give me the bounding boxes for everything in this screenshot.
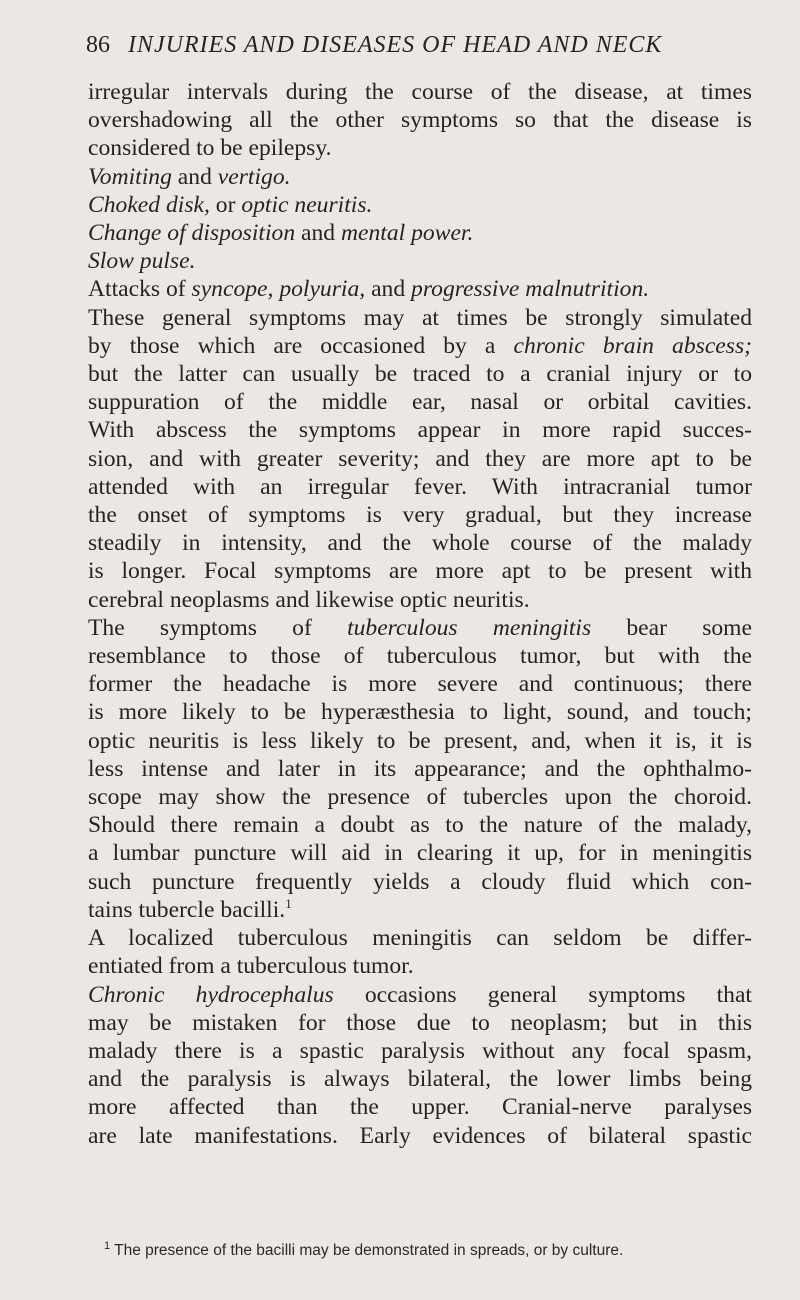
footnote xyxy=(104,1241,744,1261)
text-line: With abscess the symptoms appear in more rapid succes- xyxy=(88,417,752,444)
symptom-term: syncope, polyuria, xyxy=(191,276,366,303)
text-line: more affected than the upper. Cranial-nerve paralyses xyxy=(88,1094,752,1121)
footnote-reference[interactable]: 1 xyxy=(285,895,292,911)
running-head xyxy=(86,30,746,60)
text-fragment: occasions general symptoms that xyxy=(333,981,752,1008)
symptom-term: Vomiting xyxy=(88,163,172,190)
text-line: a lumbar puncture will aid in clearing it up, for in meningitis xyxy=(88,840,752,867)
text-line: but the latter can usually be traced to a cranial injury or to xyxy=(88,361,752,388)
symptom-vomiting xyxy=(88,163,752,191)
footnote-text: The presence of the bacilli may be demonstrated in spreads, or by culture. xyxy=(114,1242,624,1259)
text-line: and the paralysis is always bilateral, the lower limbs being xyxy=(88,1066,752,1093)
symptom-term: progressive malnutrition. xyxy=(411,276,650,303)
text-fragment: bear some xyxy=(591,614,753,641)
text-line: attended with an irregular fever. With intracranial tumor xyxy=(88,473,752,500)
text-line: the onset of symptoms is very gradual, but they increase xyxy=(88,502,752,529)
text-line: such puncture frequently yields a cloudy fluid which con- xyxy=(88,868,752,895)
text-line: overshadowing all the other symptoms so that the disease is xyxy=(88,107,752,134)
text-line xyxy=(88,332,752,360)
text-line xyxy=(88,896,752,924)
text-line xyxy=(88,614,752,642)
text-line: optic neuritis is less likely to be present, and, when it is, it is xyxy=(88,727,752,754)
text-line: malady there is a spastic paralysis without any focal spasm, xyxy=(88,1037,752,1064)
text-line xyxy=(88,981,752,1009)
text-line: sion, and with greater severity; and they are more apt to be xyxy=(88,445,752,472)
symptom-term: Choked disk, xyxy=(88,191,210,218)
text-line: is longer. Focal symptoms are more apt to be present with xyxy=(88,558,752,585)
text-line: are late manifestations. Early evidences of bilateral spastic xyxy=(88,1122,752,1149)
text-line: suppuration of the middle ear, nasal or orbital cavities. xyxy=(88,389,752,416)
footnote-marker: 1 xyxy=(104,1240,111,1252)
emphasis-term: Chronic hydrocephalus xyxy=(88,981,334,1008)
text-line: former the headache is more severe and continuous; there xyxy=(88,671,752,698)
symptom-term: mental power. xyxy=(341,220,474,247)
connector-text: and xyxy=(295,220,341,247)
text-line: steadily in intensity, and the whole course of the malady xyxy=(88,530,752,557)
text-line: These general symptoms may at times be strongly simulated xyxy=(88,304,752,331)
symptom-term: vertigo. xyxy=(217,163,291,190)
symptom-attacks xyxy=(88,275,752,303)
text-fragment: by those which are occasioned by a xyxy=(88,332,514,359)
text-line: is more likely to be hyperæsthesia to light, sound, and touch; xyxy=(88,699,752,726)
chapter-title: INJURIES AND DISEASES OF HEAD AND NECK xyxy=(128,32,663,58)
connector-text: Attacks of xyxy=(88,276,192,303)
page-number: 86 xyxy=(86,32,110,58)
symptom-choked-disk xyxy=(88,191,752,219)
text-line: entiated from a tuberculous tumor. xyxy=(88,953,414,980)
emphasis-term: chronic brain abscess; xyxy=(513,332,752,359)
connector-text: or xyxy=(209,191,242,218)
text-line: considered to be epilepsy. xyxy=(88,135,332,162)
symptom-disposition xyxy=(88,219,752,247)
text-line: A localized tuberculous meningitis can seldom be differ- xyxy=(88,925,752,952)
text-line: irregular intervals during the course of the disease, at times xyxy=(88,79,752,105)
text-line: scope may show the presence of tubercles upon the choroid. xyxy=(88,784,752,811)
text-fragment: tains tubercle bacilli. xyxy=(88,896,286,923)
emphasis-term: tuberculous meningitis xyxy=(347,614,592,641)
text-fragment: The symptoms of xyxy=(88,614,348,641)
symptom-term: Change of disposition xyxy=(88,220,296,247)
text-line: cerebral neoplasms and likewise optic neuritis. xyxy=(88,586,530,613)
symptom-term: Slow pulse. xyxy=(88,248,196,275)
symptom-term: optic neuritis. xyxy=(241,191,373,218)
text-line: resemblance to those of tuberculous tumor, but with the xyxy=(88,643,752,670)
body-text xyxy=(88,78,752,1150)
connector-text: and xyxy=(365,276,412,303)
text-line: may be mistaken for those due to neoplasm; but in this xyxy=(88,1009,752,1036)
symptom-slow-pulse xyxy=(88,247,752,275)
text-line: Should there remain a doubt as to the nature of the malady, xyxy=(88,812,752,839)
text-line: less intense and later in its appearance; and the ophthalmo- xyxy=(88,755,752,782)
connector-text: and xyxy=(171,163,218,190)
